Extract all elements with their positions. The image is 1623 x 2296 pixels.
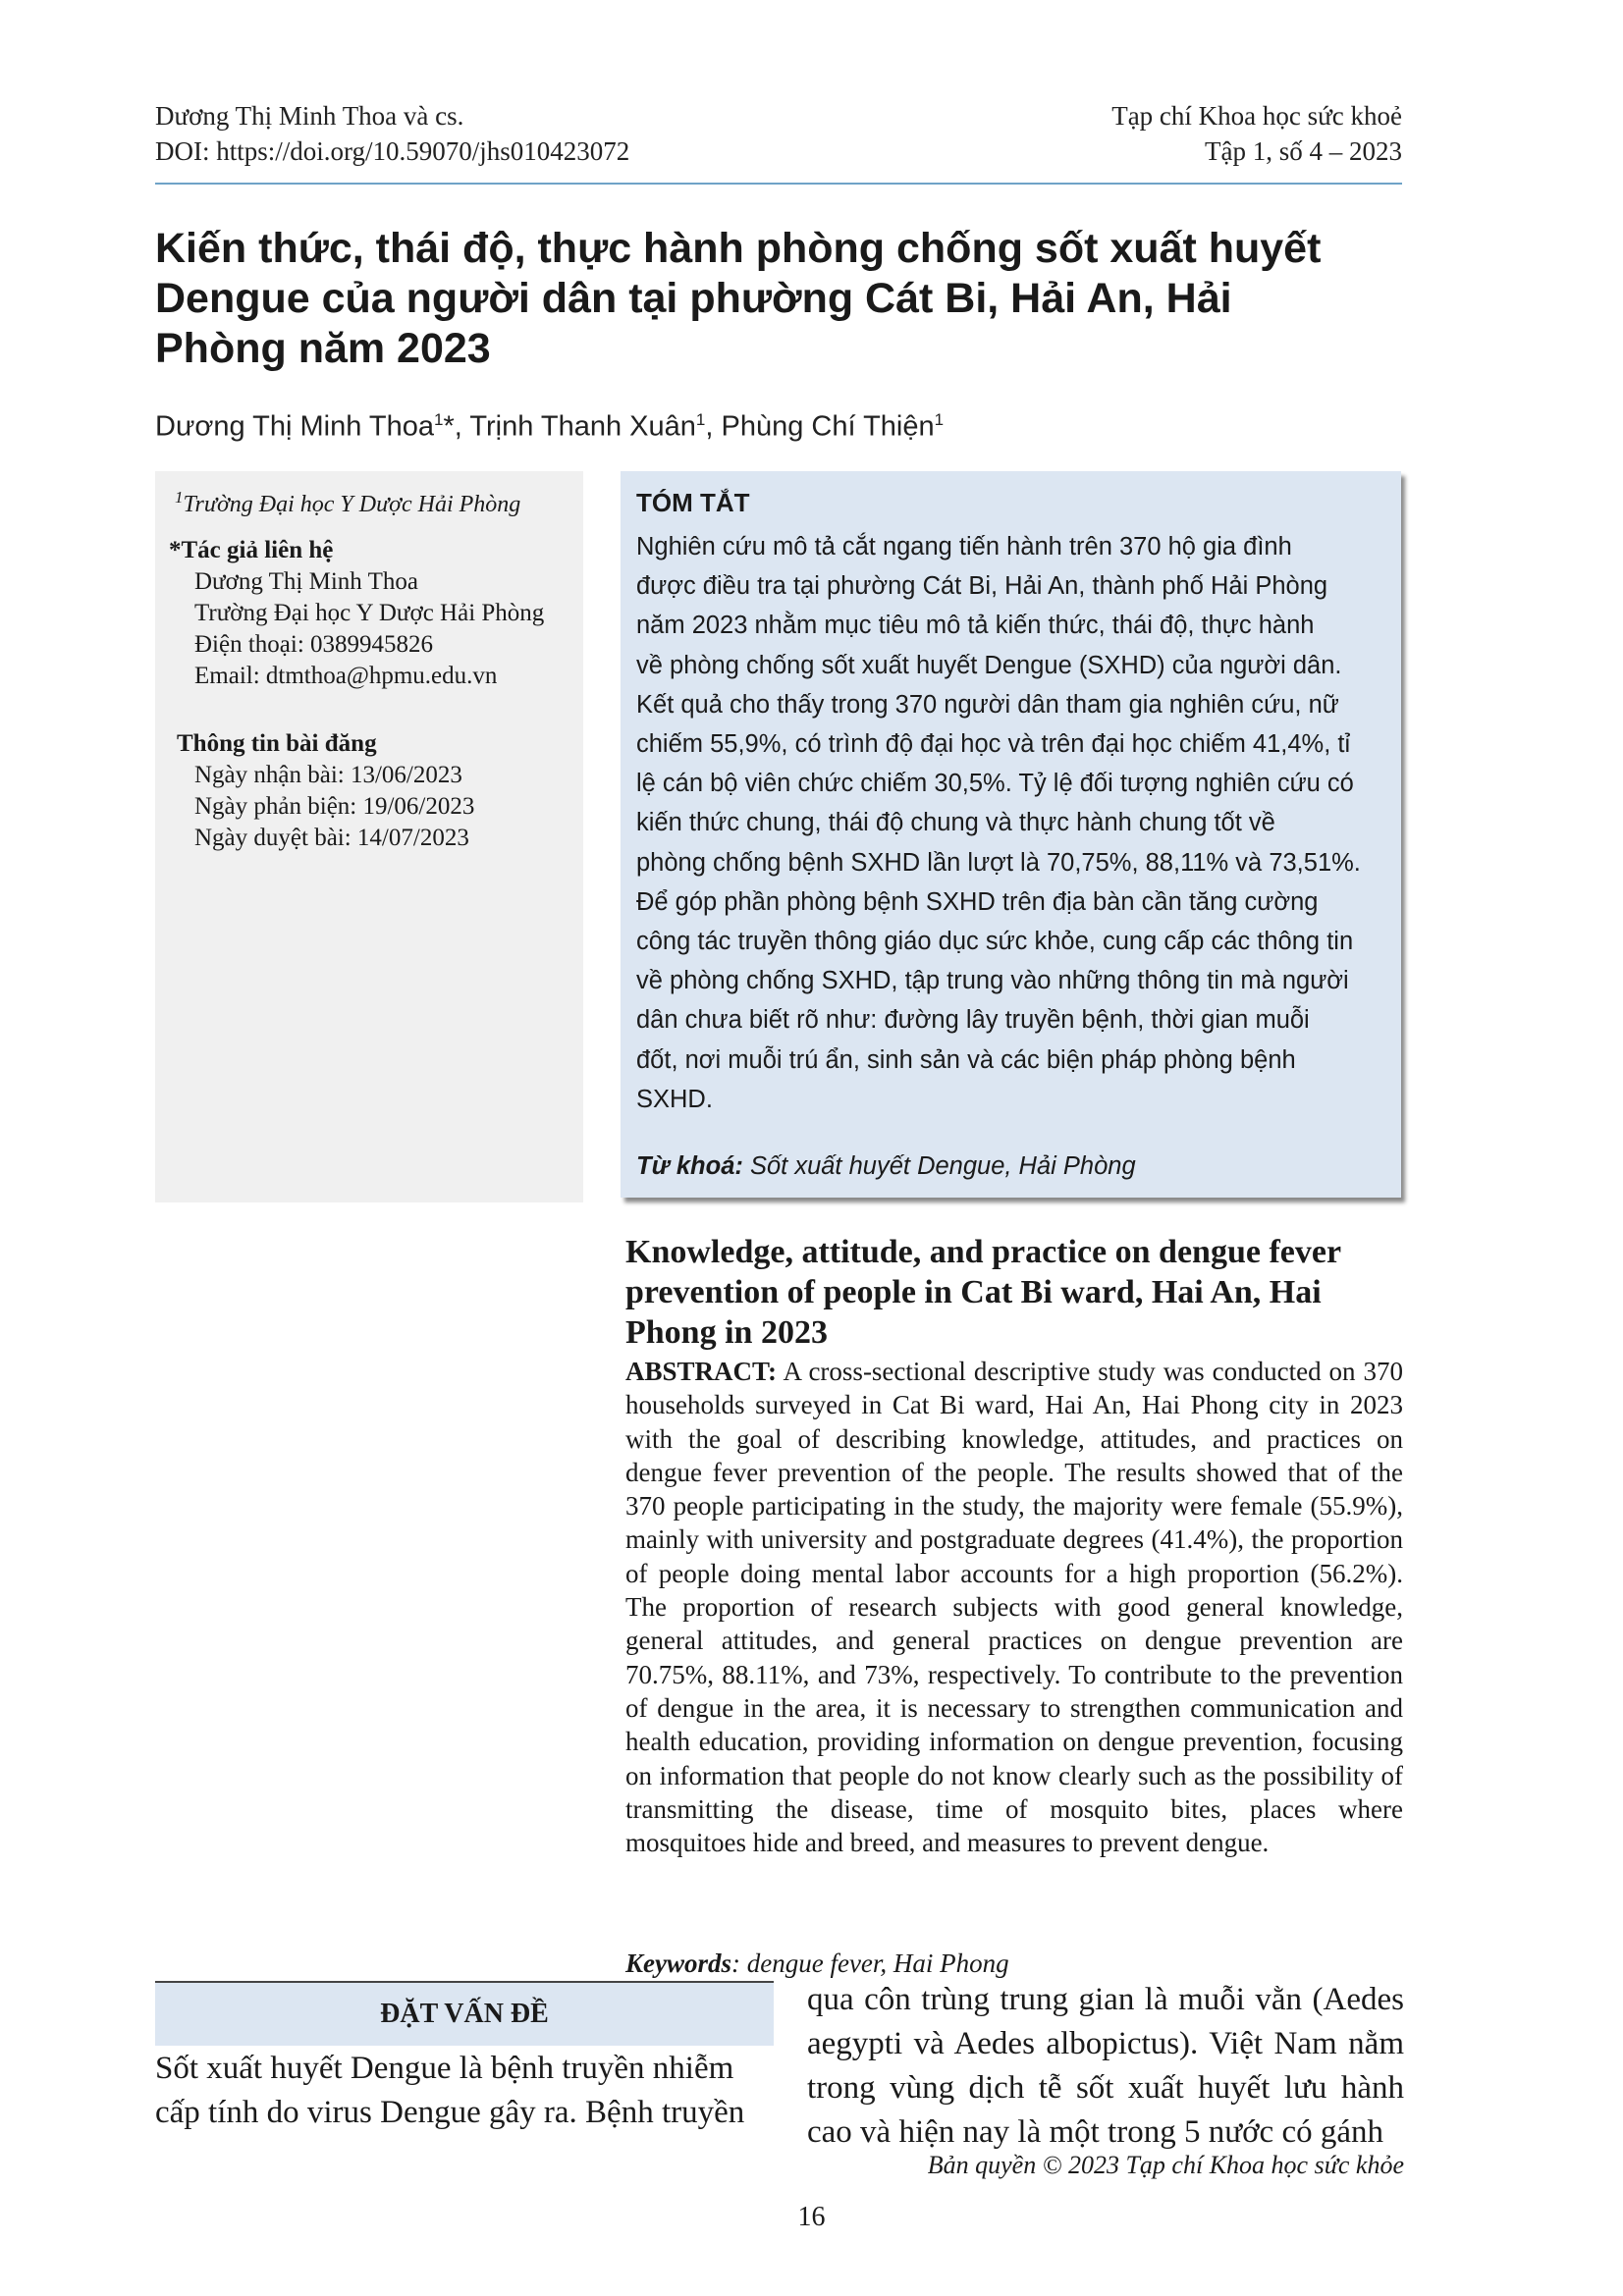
- english-title-line: prevention of people in Cat Bi ward, Hai An, Hai: [625, 1274, 1322, 1310]
- title-line: Dengue của người dân tại phường Cát Bi, Hải An, Hải: [155, 275, 1232, 322]
- title-line: Phòng năm 2023: [155, 325, 491, 372]
- english-title-line: Phong in 2023: [625, 1314, 828, 1351]
- article-title: [155, 224, 1402, 374]
- abstract-vn-line: Nghiên cứu mô tả cắt ngang tiến hành trên 370 hộ gia đình: [636, 533, 1292, 561]
- abstract-en-label: ABSTRACT:: [625, 1357, 778, 1386]
- abstract-vn-line: năm 2023 nhằm mục tiêu mô tả kiến thức, thái độ, thực hành: [636, 612, 1315, 640]
- keywords-en: [625, 1947, 1009, 1980]
- abstract-vn-line: được điều tra tại phường Cát Bi, Hải An, thành phố Hải Phòng: [636, 572, 1328, 601]
- affiliation-text: Trường Đại học Y Dược Hải Phòng: [183, 492, 521, 517]
- abstract-vn-line: phòng chống bệnh SXHD lần lượt là 70,75%, 88,11% và 73,51%.: [636, 848, 1361, 877]
- keywords-en-label: Keywords: [625, 1949, 731, 1978]
- english-title: [625, 1232, 1403, 1353]
- author-name: Dương Thị Minh Thoa: [155, 410, 434, 443]
- intro-line: Sốt xuất huyết Dengue là bệnh truyền nhiễm: [155, 2051, 734, 2086]
- intro-line: cấp tính do virus Dengue gây ra. Bệnh truyền: [155, 2095, 745, 2130]
- abstract-vn-body: [636, 527, 1392, 1119]
- abstract-vn-line: về phòng chống SXHD, tập trung vào những thông tin mà người: [636, 967, 1349, 995]
- abstract-vn-box: [621, 471, 1401, 1198]
- keywords-vn-text: Sốt xuất huyết Dengue, Hải Phòng: [742, 1152, 1136, 1180]
- author-name: Phùng Chí Thiện: [721, 410, 935, 443]
- author-name: Trịnh Thanh Xuân: [469, 410, 696, 443]
- keywords-vn: [636, 1148, 1136, 1184]
- header-journal: Tạp chí Khoa học sức khoẻ: [1111, 101, 1402, 131]
- abstract-vn-line: Kết quả cho thấy trong 370 người dân tham gia nghiên cứu, nữ: [636, 690, 1339, 719]
- affiliation: [175, 481, 520, 521]
- page-number: 16: [797, 2202, 826, 2232]
- contact-name: Dương Thị Minh Thoa: [194, 568, 418, 595]
- header-doi[interactable]: DOI: https://doi.org/10.59070/jhs010423072: [155, 136, 630, 166]
- header-volume: Tập 1, số 4 – 2023: [1205, 136, 1402, 166]
- abstract-vn-line: chiếm 55,9%, có trình độ đại học và trên đại học chiếm 41,4%, tỉ: [636, 730, 1351, 759]
- abstract-vn-heading: TÓM TẮT: [636, 488, 750, 517]
- abstract-vn-line: SXHD.: [636, 1085, 713, 1113]
- contact-org: Trường Đại học Y Dược Hải Phòng: [194, 600, 545, 626]
- english-title-line: Knowledge, attitude, and practice on dengue fever: [625, 1234, 1342, 1270]
- author-separator: ,: [705, 410, 722, 443]
- date-received: Ngày nhận bài: 13/06/2023: [194, 762, 462, 788]
- date-reviewed: Ngày phản biện: 19/06/2023: [194, 793, 475, 820]
- header-divider: [155, 183, 1402, 185]
- affiliation-mark: 1: [175, 488, 184, 507]
- keywords-vn-label: Từ khoá:: [636, 1152, 743, 1180]
- abstract-en: [625, 1355, 1403, 1859]
- title-line: Kiến thức, thái độ, thực hành phòng chống sốt xuất huyết: [155, 225, 1322, 272]
- author-affiliation-mark: 1: [934, 410, 945, 429]
- article-info-box: [155, 471, 583, 1202]
- running-header-left: [155, 98, 629, 169]
- running-header-right: [1111, 98, 1402, 169]
- abstract-vn-line: công tác truyền thông giáo dục sức khỏe, cung cấp các thông tin: [636, 928, 1354, 956]
- abstract-vn-line: về phòng chống sốt xuất huyết Dengue (SXHD) của người dân.: [636, 651, 1342, 679]
- section-heading-intro: ĐẶT VẤN ĐỀ: [155, 1981, 774, 2046]
- abstract-vn-line: kiến thức chung, thái độ chung và thực hành chung tốt về: [636, 809, 1275, 837]
- author-list: [155, 402, 944, 445]
- abstract-en-text: A cross-sectional descriptive study was conducted on 370 households surveyed in Cat Bi ward, Hai An, Hai Phong city in 2023 with the goal of describing knowledge, attitudes, and practices on dengue fever prevention of the people. The results showed that of the 370 people participating in the study, the majority were female (55.9%), mainly with university and postgraduate degrees (41.4%), the proportion of people doing mental labor accounts for a high proportion (56.2%). The proportion of research subjects with good general knowledge, general attitudes, and general practices on dengue prevention are 70.75%, 88.11%, and 73%, respectively. To contribute to the prevention of dengue in the area, it is necessary to strengthen communication and health education, providing information on dengue prevention, focusing on information that people do not know clearly such as the possibility of transmitting the disease, time of mosquito bites, places where mosquitoes hide and breed, and measures to prevent dengue.: [625, 1357, 1403, 1858]
- abstract-vn-line: đốt, nơi muỗi trú ẩn, sinh sản và các biện pháp phòng bệnh: [636, 1045, 1296, 1074]
- keywords-en-text: : dengue fever, Hai Phong: [731, 1949, 1009, 1978]
- author-affiliation-mark: 1: [434, 410, 444, 429]
- post-info-heading: Thông tin bài đăng: [177, 730, 377, 757]
- intro-text-right: qua côn trùng trung gian là muỗi vằn (Aedes aegypti và Aedes albopictus). Việt Nam nằm trong vùng dịch tễ sốt xuất huyết lưu hành cao và hiện nay là một trong 5 nước có gánh: [807, 1982, 1404, 2150]
- contact-email[interactable]: Email: dtmthoa@hpmu.edu.vn: [194, 663, 498, 689]
- author-separator: ,: [454, 410, 470, 443]
- author-affiliation-mark: 1: [695, 410, 706, 429]
- header-authors: Dương Thị Minh Thoa và cs.: [155, 101, 464, 131]
- abstract-vn-line: lệ cán bộ viên chức chiếm 30,5%. Tỷ lệ đối tượng nghiên cứu có: [636, 770, 1354, 798]
- corresponding-mark: *: [443, 410, 455, 443]
- contact-heading: *Tác giả liên hệ: [169, 537, 334, 563]
- abstract-vn-line: dân chưa biết rõ như: đường lây truyền bệnh, thời gian muỗi: [636, 1006, 1310, 1035]
- contact-phone: Điện thoại: 0389945826: [194, 631, 434, 658]
- copyright-notice: Bản quyền © 2023 Tạp chí Khoa học sức khỏe: [927, 2151, 1404, 2179]
- abstract-vn-line: Để góp phần phòng bệnh SXHD trên địa bàn cần tăng cường: [636, 887, 1319, 916]
- date-accepted: Ngày duyệt bài: 14/07/2023: [194, 825, 469, 851]
- intro-text-left: [155, 2047, 754, 2135]
